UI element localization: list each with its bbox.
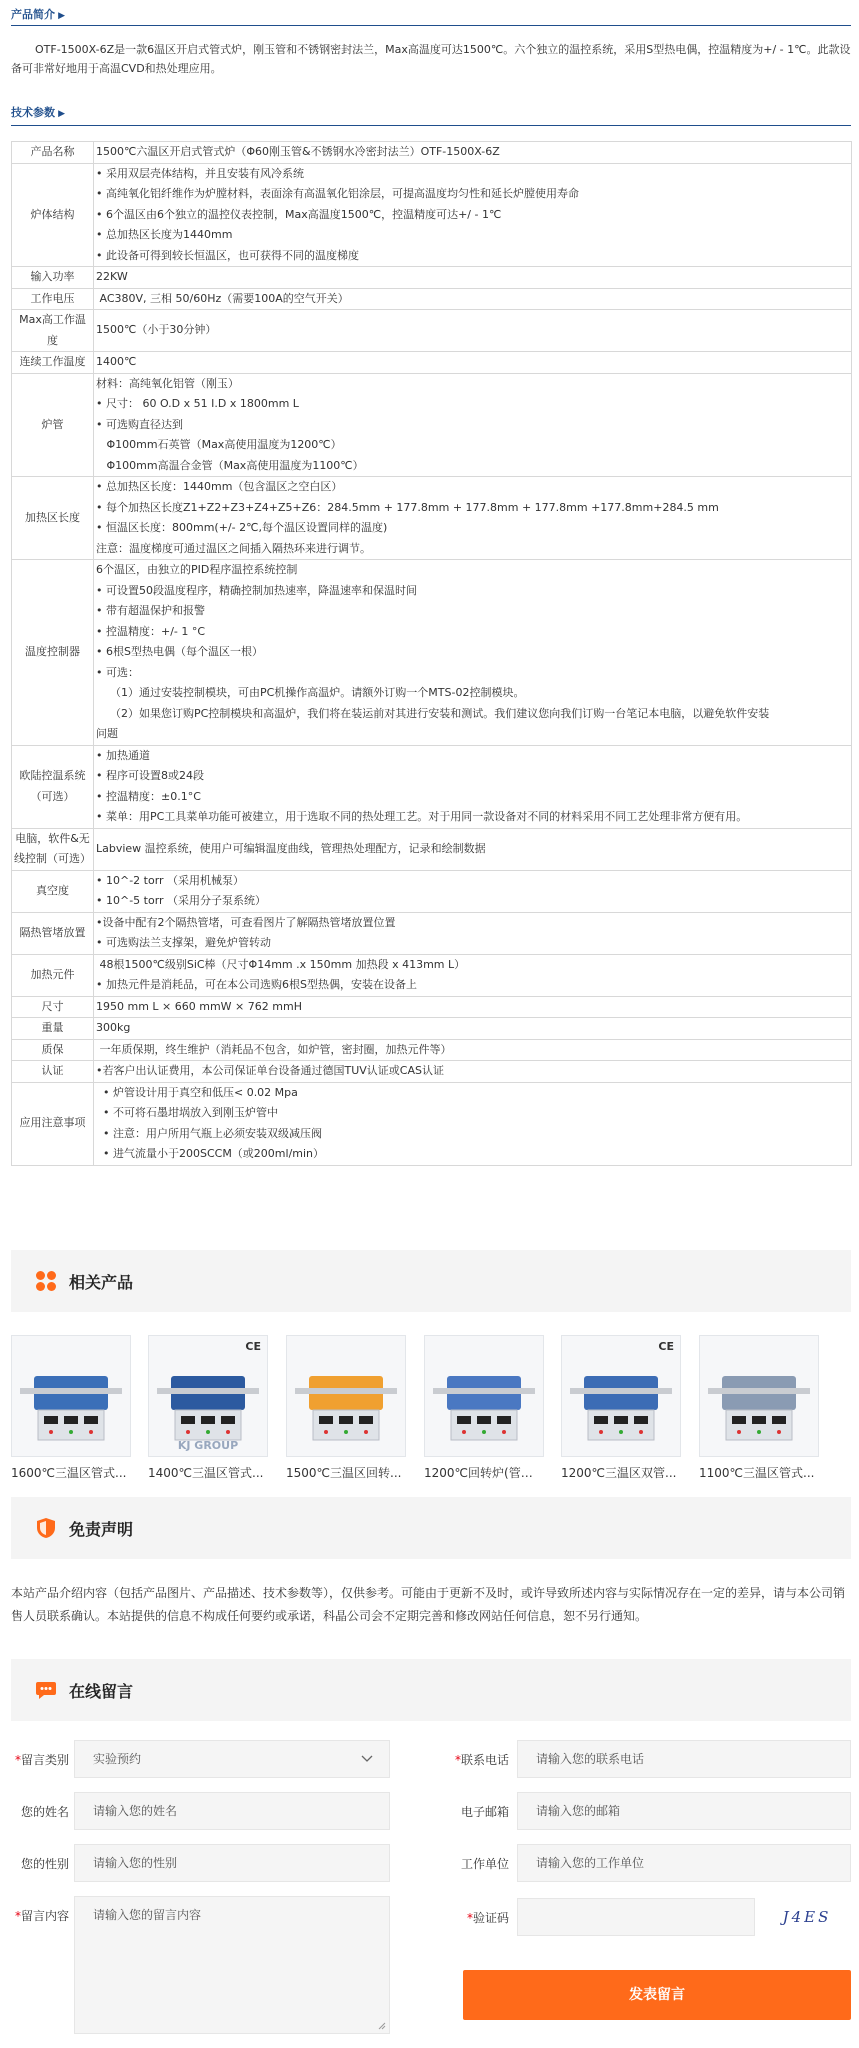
message-form-title: 在线留言 — [69, 1682, 134, 1701]
spec-value-line: • 10^-2 torr （采用机械泵） — [96, 873, 245, 887]
spec-row — [12, 267, 852, 289]
spec-value-line: 1950 mm L × 660 mmW × 762 mmH — [96, 999, 302, 1013]
spec-value — [94, 373, 852, 477]
spec-value-line: AC380V, 三相 50/60Hz（需要100A的空气开关） — [96, 291, 349, 305]
spec-value-line: • 可选： — [96, 665, 139, 679]
spec-value-line: • 注意：用户所用气瓶上必须安装双级减压阀 — [96, 1126, 322, 1140]
name-label: 您的姓名 — [20, 1805, 69, 1819]
disclaimer-title: 免责声明 — [69, 1520, 134, 1539]
product-image[interactable] — [699, 1335, 819, 1457]
spec-value-line: • 可选购法兰支撑架，避免炉管转动 — [96, 936, 271, 949]
spec-row — [12, 1018, 852, 1040]
spec-value-line: 6个温区，由独立的PID程序温控系统控制 — [96, 563, 298, 576]
related-products-header — [11, 1250, 851, 1312]
spec-value-line: • 尺寸： 60 O.D x 51 I.D x 1800mm L — [96, 397, 299, 410]
spec-key: 电脑，软件&无线控制（可选） — [12, 828, 94, 870]
spec-value-line: • 加热元件是消耗品，可在本公司选购6根S型热偶，安装在设备上 — [96, 978, 417, 991]
product-caption[interactable]: 1400℃三温区管式... — [148, 1466, 264, 1480]
spec-row — [12, 477, 852, 560]
spec-value-line: 问题 — [96, 727, 118, 740]
spec-value — [94, 1082, 852, 1165]
spec-value-line: • 可选购直径达到 — [96, 417, 183, 431]
spec-row — [12, 142, 852, 164]
product-caption[interactable]: 1600℃三温区管式... — [11, 1466, 127, 1480]
spec-value — [94, 142, 852, 164]
spec-key: 产品名称 — [12, 142, 94, 164]
spec-value — [94, 912, 852, 954]
related-product-card[interactable] — [561, 1335, 681, 1481]
spec-row — [12, 1061, 852, 1083]
spec-row — [12, 1082, 852, 1165]
spec-row — [12, 912, 852, 954]
spec-value-line: 一年质保期，终生维护（消耗品不包含，如炉管，密封圈，加热元件等） — [96, 1042, 452, 1056]
disclaimer-text: 本站产品介绍内容（包括产品图片、产品描述、技术参数等），仅供参考。可能由于更新不及时，或许导致所述内容与实际情况存在一定的差异，请与本公司销售人员联系确认。本站提供的信息不构成任何要约或承诺，科晶公司会不定期完善和修改网站任何信息，恕不另行通知。 — [11, 1586, 846, 1623]
spec-value — [94, 288, 852, 310]
related-product-card[interactable] — [148, 1335, 268, 1481]
spec-value-line: 注意：温度梯度可通过温区之间插入隔热环来进行调节。 — [96, 541, 371, 555]
spec-value-line: • 6个温区由6个独立的温控仪表控制，Max高温度1500℃，控温精度可达+/ - 1℃ — [96, 207, 502, 221]
spec-value — [94, 477, 852, 560]
message-form-header — [11, 1659, 851, 1721]
intro-text: OTF-1500X-6Z是一款6温区开启式管式炉，刚玉管和不锈钢密封法兰，Max高温度可达1500℃。六个独立的温控系统，采用S型热电偶，控温精度为+/ - 1℃。此款设备可非常好地用于高温CVD和热处理应用。 — [11, 43, 851, 75]
company-input[interactable]: 请输入您的工作单位 — [517, 1844, 851, 1882]
spec-value-line: Φ100mm高温合金管（Max高使用温度为1100℃） — [96, 458, 364, 472]
spec-key: 隔热管堵放置 — [12, 912, 94, 954]
spec-value-line: • 带有超温保护和报警 — [96, 604, 205, 617]
spec-value — [94, 996, 852, 1018]
spec-row — [12, 373, 852, 477]
spec-value-line: • 加热通道 — [96, 748, 150, 762]
spec-value-line: • 炉管设计用于真空和低压< 0.02 Mpa — [96, 1085, 298, 1099]
spec-key: 应用注意事项 — [12, 1082, 94, 1165]
submit-button[interactable]: 发表留言 — [463, 1970, 851, 2020]
content-label: *留言内容 — [14, 1909, 69, 1923]
spec-value — [94, 870, 852, 912]
spec-value-line: （1）通过安装控制模块，可由PC机操作高温炉。请额外订购一个MTS-02控制模块。 — [96, 686, 525, 699]
related-product-card[interactable] — [286, 1335, 406, 1481]
triangle-right-icon: ▶ — [55, 11, 66, 21]
disclaimer-header — [11, 1497, 851, 1559]
spec-key: 尺寸 — [12, 996, 94, 1018]
spec-value-line: • 控温精度：±0.1°C — [96, 789, 201, 803]
spec-key: Max高工作温度 — [12, 310, 94, 352]
spec-value-line: 300kg — [96, 1021, 131, 1034]
spec-value-line: • 总加热区长度为1440mm — [96, 228, 233, 241]
spec-heading: 技术参数 — [11, 106, 55, 119]
spec-value-line: 22KW — [96, 270, 128, 283]
captcha-image[interactable]: J4ES — [782, 1908, 832, 1926]
product-caption[interactable]: 1200℃回转炉(管径... — [424, 1466, 544, 1480]
related-product-card[interactable] — [11, 1335, 131, 1481]
spec-value-line: • 可设置50段温度程序，精确控制加热速率，降温速率和保温时间 — [96, 583, 417, 597]
spec-section-header — [11, 104, 851, 126]
product-caption[interactable]: 1100℃三温区管式... — [699, 1466, 815, 1480]
spec-key: 炉体结构 — [12, 163, 94, 267]
chevron-down-icon — [361, 1755, 373, 1763]
watermark: KJ GROUP — [177, 1439, 239, 1452]
spec-key: 欧陆控温系统（可选） — [12, 745, 94, 828]
spec-key: 加热元件 — [12, 954, 94, 996]
spec-row — [12, 870, 852, 912]
intro-heading: 产品简介 — [11, 8, 55, 21]
spec-value-line: 1500℃六温区开启式管式炉（Φ60刚玉管&不锈钢水冷密封法兰）OTF-1500X-6Z — [96, 145, 500, 158]
spec-key: 工作电压 — [12, 288, 94, 310]
captcha-input[interactable] — [517, 1898, 755, 1936]
spec-value-line: • 6根S型热电偶（每个温区一根） — [96, 645, 263, 658]
phone-input[interactable]: 请输入您的联系电话 — [517, 1740, 851, 1778]
product-caption[interactable]: 1200℃三温区双管... — [561, 1466, 677, 1480]
spec-value — [94, 1039, 852, 1061]
spec-key: 认证 — [12, 1061, 94, 1083]
intro-section-header — [11, 6, 851, 26]
spec-key: 真空度 — [12, 870, 94, 912]
spec-value — [94, 1061, 852, 1083]
product-image[interactable] — [286, 1335, 406, 1457]
spec-row — [12, 828, 852, 870]
gender-label: 您的性别 — [20, 1857, 69, 1871]
spec-key: 温度控制器 — [12, 560, 94, 746]
company-label: 工作单位 — [460, 1857, 509, 1871]
spec-row — [12, 560, 852, 746]
spec-value-line: • 10^-5 torr （采用分子泵系统） — [96, 894, 267, 907]
spec-value — [94, 828, 852, 870]
spec-row — [12, 1039, 852, 1061]
spec-table — [11, 141, 852, 1166]
spec-value-line: • 菜单：用PC工具菜单功能可被建立，用于选取不同的热处理工艺。对于用同一款设备对不同的材料采用不同工艺处理非常方便有用。 — [96, 810, 748, 823]
resize-handle-icon[interactable] — [378, 2022, 386, 2030]
captcha-label: *验证码 — [466, 1911, 509, 1925]
spec-value-line: 材料：高纯氧化铝管（刚玉） — [96, 376, 239, 390]
spec-value-line: • 每个加热区长度Z1+Z2+Z3+Z4+Z5+Z6：284.5mm + 177.8mm + 177.8mm + 177.8mm +177.8mm+284.5 mm — [96, 500, 719, 514]
ce-badge: CE — [245, 1340, 261, 1353]
spec-key: 炉管 — [12, 373, 94, 477]
gender-input[interactable]: 请输入您的性别 — [74, 1844, 390, 1882]
email-label: 电子邮箱 — [460, 1805, 509, 1819]
spec-row — [12, 954, 852, 996]
content-textarea[interactable]: 请输入您的留言内容 — [74, 1896, 390, 2034]
spec-row — [12, 996, 852, 1018]
spec-value — [94, 267, 852, 289]
product-image[interactable] — [424, 1335, 544, 1457]
spec-value-line: 1400℃ — [96, 355, 137, 368]
name-input[interactable]: 请输入您的姓名 — [74, 1792, 390, 1830]
product-image[interactable] — [148, 1335, 268, 1457]
spec-value — [94, 352, 852, 374]
spec-row — [12, 163, 852, 267]
spec-value-line: • 高纯氧化铝纤维作为炉膛材料，表面涂有高温氧化铝涂层，可提高温度均匀性和延长炉膛使用寿命 — [96, 187, 579, 200]
spec-key: 连续工作温度 — [12, 352, 94, 374]
spec-value-line: Labview 温控系统，使用户可编辑温度曲线，管理热处理配方，记录和绘制数据 — [96, 841, 486, 855]
grid-icon — [35, 1270, 57, 1292]
category-select[interactable]: 实验预约 — [74, 1740, 390, 1778]
spec-value-line: •设备中配有2个隔热管堵，可查看图片了解隔热管堵放置位置 — [96, 915, 396, 929]
spec-key: 加热区长度 — [12, 477, 94, 560]
spec-value — [94, 560, 852, 746]
spec-value-line: • 此设备可得到较长恒温区，也可获得不同的温度梯度 — [96, 248, 359, 262]
phone-label: *联系电话 — [454, 1753, 509, 1767]
spec-value-line: 48根1500℃级别SiC棒（尺寸Φ14mm .x 150mm 加热段 x 413mm L） — [96, 957, 466, 971]
related-product-card[interactable] — [699, 1335, 819, 1481]
spec-row — [12, 288, 852, 310]
spec-key: 输入功率 — [12, 267, 94, 289]
spec-value-line: • 不可将石墨坩埚放入到刚玉炉管中 — [96, 1106, 278, 1119]
spec-value-line: Φ100mm石英管（Max高使用温度为1200℃） — [96, 438, 342, 451]
ce-badge: CE — [658, 1340, 674, 1353]
spec-value-line: • 程序可设置8或24段 — [96, 769, 204, 782]
spec-value — [94, 954, 852, 996]
spec-value-line: • 采用双层壳体结构，并且安装有风冷系统 — [96, 166, 304, 180]
spec-value-line: • 恒温区长度：800mm(+/- 2℃,每个温区设置同样的温度) — [96, 521, 388, 534]
spec-value-line: •若客户出认证费用，本公司保证单台设备通过德国TUV认证或CAS认证 — [96, 1064, 444, 1077]
product-caption[interactable]: 1500℃三温区回转... — [286, 1466, 402, 1480]
chat-bubble-icon — [35, 1679, 57, 1701]
spec-value-line: （2）如果您订购PC控制模块和高温炉，我们将在装运前对其进行安装和测试。我们建议您向我们订购一台笔记本电脑，以避免软件安装 — [96, 706, 770, 720]
spec-row — [12, 352, 852, 374]
spec-value — [94, 163, 852, 267]
related-products-title: 相关产品 — [69, 1273, 134, 1292]
spec-value — [94, 1018, 852, 1040]
spec-value — [94, 745, 852, 828]
product-image[interactable] — [561, 1335, 681, 1457]
spec-key: 质保 — [12, 1039, 94, 1061]
spec-value-line: • 进气流量小于200SCCM（或200ml/min） — [96, 1147, 325, 1160]
spec-row — [12, 310, 852, 352]
spec-value-line: 1500℃（小于30分钟） — [96, 323, 217, 337]
email-input[interactable]: 请输入您的邮箱 — [517, 1792, 851, 1830]
spec-value-line: • 控温精度：+/- 1 °C — [96, 624, 206, 638]
spec-value-line: • 总加热区长度：1440mm（包含温区之空白区） — [96, 480, 343, 493]
shield-icon — [35, 1517, 57, 1539]
product-image[interactable] — [11, 1335, 131, 1457]
spec-value — [94, 310, 852, 352]
category-label: *留言类别 — [14, 1753, 69, 1767]
spec-row — [12, 745, 852, 828]
spec-key: 重量 — [12, 1018, 94, 1040]
related-product-card[interactable] — [424, 1335, 544, 1481]
triangle-right-icon: ▶ — [55, 109, 66, 119]
